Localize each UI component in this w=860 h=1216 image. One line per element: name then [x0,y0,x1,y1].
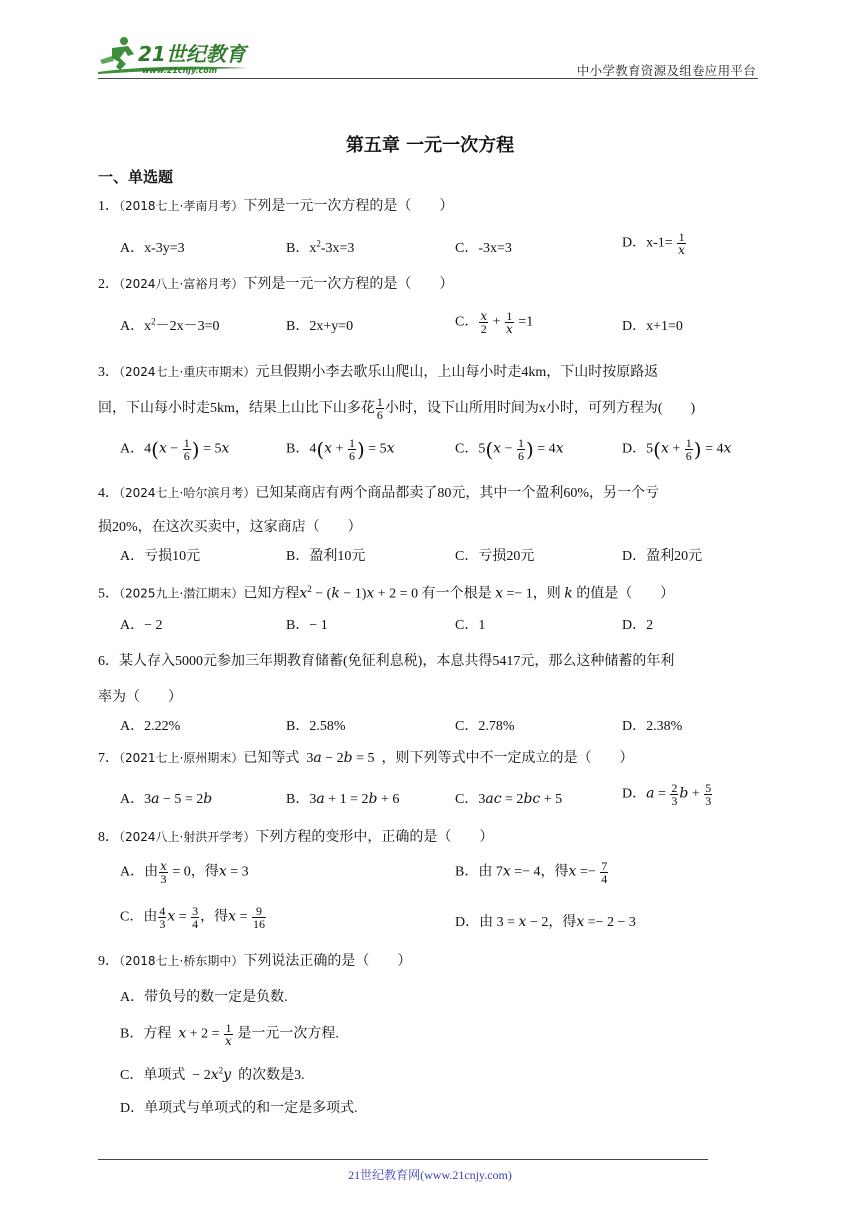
question-stem: 下列说法正确的是（ ） [243,954,412,969]
question-source: （2018七上·孝南月考） [119,199,244,213]
option-b[interactable]: B．$x^2-3x=3$ [286,238,355,256]
question-5: 5．（2025九上·潜江期末）已知方程$x^2 - (k - 1)x + 2 = 0$ 有一个根是 x =− 1，则 k 的值是（ ） [98,584,675,602]
option-d[interactable]: D．a = $\frac{2}{3}$ b + $\frac{5}{3}$ [622,781,712,808]
question-1 [98,195,763,218]
option-c[interactable]: C．1 [455,618,486,633]
question-number: 6． [98,654,119,669]
option-d[interactable]: D．2.38% [622,719,683,734]
question-number: 5． [98,586,119,602]
option-a[interactable]: A．亏损10元 [120,549,201,564]
question-stem: 元旦假期小李去歌乐山爬山，上山每小时走4km，下山时按原路返 [255,365,659,380]
question-stem: 下列是一元一次方程的是（ ） [243,277,454,292]
option-c[interactable]: C．-3x=3 [455,241,512,256]
option-d[interactable]: D．盈利20元 [622,549,703,564]
option-b[interactable]: B．盈利10元 [286,549,366,564]
question-number: 4． [98,486,119,501]
page-header [98,34,758,78]
question-stem: 下列是一元一次方程的是（ ） [243,199,454,214]
question-stem-cont: ，则下列等式中不一定成立的是（ ） [381,751,634,766]
question-number: 2． [98,277,119,292]
question-stem-cont: 回，下山每小时走5km，结果上山比下山多花 [98,401,375,416]
option-a[interactable]: A．3a − 5 = 2b [120,791,213,807]
question-stem: 已知方程 [243,586,300,602]
option-b[interactable]: B．方程 x + 2 = $\frac{1}{x}$ 是一元一次方程. [120,1021,339,1048]
question-source: （2024八上·射洪开学考） [119,830,256,844]
option-d[interactable]: D．2 [622,618,654,633]
option-b[interactable]: B．− 1 [286,618,328,633]
footer-divider [98,1159,708,1160]
question-3: 3．（2024七上·重庆市期末）元旦假期小李去歌乐山爬山，上山每小时走4km，下山时按原路返 回，下山每小时走5km，结果上山比下山多花 $\frac{1}{6}$ 小时，设下山所用时间为x小时，可列方程为( ) [98,365,696,423]
site-logo [98,34,268,78]
question-6 [98,644,763,716]
option-d[interactable]: D．x-1= $\frac{1}{x}$ [622,230,685,257]
option-c[interactable]: C．由 $\frac{4}{3}$ x = $\frac{3}{4}$ ，得x = $\frac{9}{16}$ [120,904,265,931]
option-c[interactable]: C． $\frac{x}{2}$ + $\frac{1}{x}$ =1 [455,309,534,336]
question-number: 3． [98,365,119,380]
option-a[interactable]: A．2.22% [120,719,181,734]
question-stem-cont: 有一个根是 [421,586,492,602]
question-7: 7．（2021七上·原州期末）已知等式 3a − 2b = 5 ，则下列等式中不一定成立的是（ ） [98,750,634,766]
page-title: 第五章 一元一次方程 [345,135,515,156]
question-stem-cont: 率为（ ） [98,690,182,705]
section-heading: 一、单选题 [98,168,174,186]
question-stem-cont2: 小时，设下山所用时间为x小时，可列方程为( ) [384,401,696,416]
question-stem: 某人存入5000元参加三年期教育储蓄(免征利息税)，本息共得5417元，那么这种储蓄的年利 [119,654,675,669]
question-2 [98,273,763,296]
option-d[interactable]: D．单项式与单项式的和一定是多项式. [120,1101,358,1116]
option-d[interactable]: D．由 3 = x − 2，得x =− 2 − 3 [455,914,636,930]
question-source: （2021七上·原州期末） [119,751,244,765]
question-8 [98,826,763,849]
question-9 [98,950,763,973]
option-b[interactable]: B．4(x + $\frac{1}{6}$ ) = 5x [286,436,395,463]
option-b[interactable]: B．2x+y=0 [286,319,354,334]
option-c[interactable]: C．5(x − $\frac{1}{6}$ ) = 4x [455,436,564,463]
question-number: 1． [98,199,119,214]
platform-name: 中小学教育资源及组卷应用平台 [576,64,756,78]
option-b[interactable]: B．由 7x =− 4，得x =− $\frac{7}{4}$ [455,859,608,886]
question-source: （2024七上·哈尔滨月考） [119,486,256,500]
question-number: 9． [98,954,119,969]
option-b[interactable]: B．3a + 1 = 2b + 6 [286,791,400,807]
question-source: （2024七上·重庆市期末） [119,365,256,379]
question-4 [98,476,763,545]
question-stem: 已知某商店有两个商品都卖了80元，其中一个盈利60%，另一个亏 [255,486,660,501]
option-a[interactable]: A．$x^2-2x-3=0$ [120,316,220,334]
option-c[interactable]: C．2.78% [455,719,515,734]
question-stem-cont3: 的值是（ ） [576,586,675,602]
option-a[interactable]: A．带负号的数一定是负数. [120,990,288,1005]
question-stem-cont: 损20%，在这次买卖中，这家商店（ ） [98,520,362,535]
question-source: （2024八上·富裕月考） [119,277,244,291]
question-stem-cont2: ，则 [532,586,561,602]
footer-link[interactable]: 21世纪教育网(www.21cnjy.com) [348,1168,512,1182]
question-source: （2025九上·潜江期末） [119,586,244,601]
question-number: 8． [98,830,119,845]
question-source: （2018七上·桥东期中） [119,954,244,968]
option-c[interactable]: C．3ac = 2bc + 5 [455,791,563,807]
option-b[interactable]: B．2.58% [286,719,346,734]
option-a[interactable]: A．由 $\frac{x}{3}$ = 0，得x = 3 [120,859,249,886]
option-d[interactable]: D．5(x + $\frac{1}{6}$ ) = 4x [622,436,732,463]
option-c[interactable]: C．单项式 − $2x^2y$ 的次数是3. [120,1065,305,1083]
option-d[interactable]: D．x+1=0 [622,319,683,334]
svg-text:21世纪教育: 21世纪教育 [138,42,246,66]
option-c[interactable]: C．亏损20元 [455,549,535,564]
svg-text:www.21cnjy.com: www.21cnjy.com [142,66,218,75]
question-number: 7． [98,751,119,766]
question-stem: 已知等式 [243,751,300,766]
option-a[interactable]: A．− 2 [120,618,163,633]
option-a[interactable]: A．x-3y=3 [120,241,185,256]
header-divider [98,78,758,79]
option-a[interactable]: A．4(x − $\frac{1}{6}$ ) = 5x [120,436,230,463]
question-stem: 下列方程的变形中，正确的是（ ） [255,830,494,845]
